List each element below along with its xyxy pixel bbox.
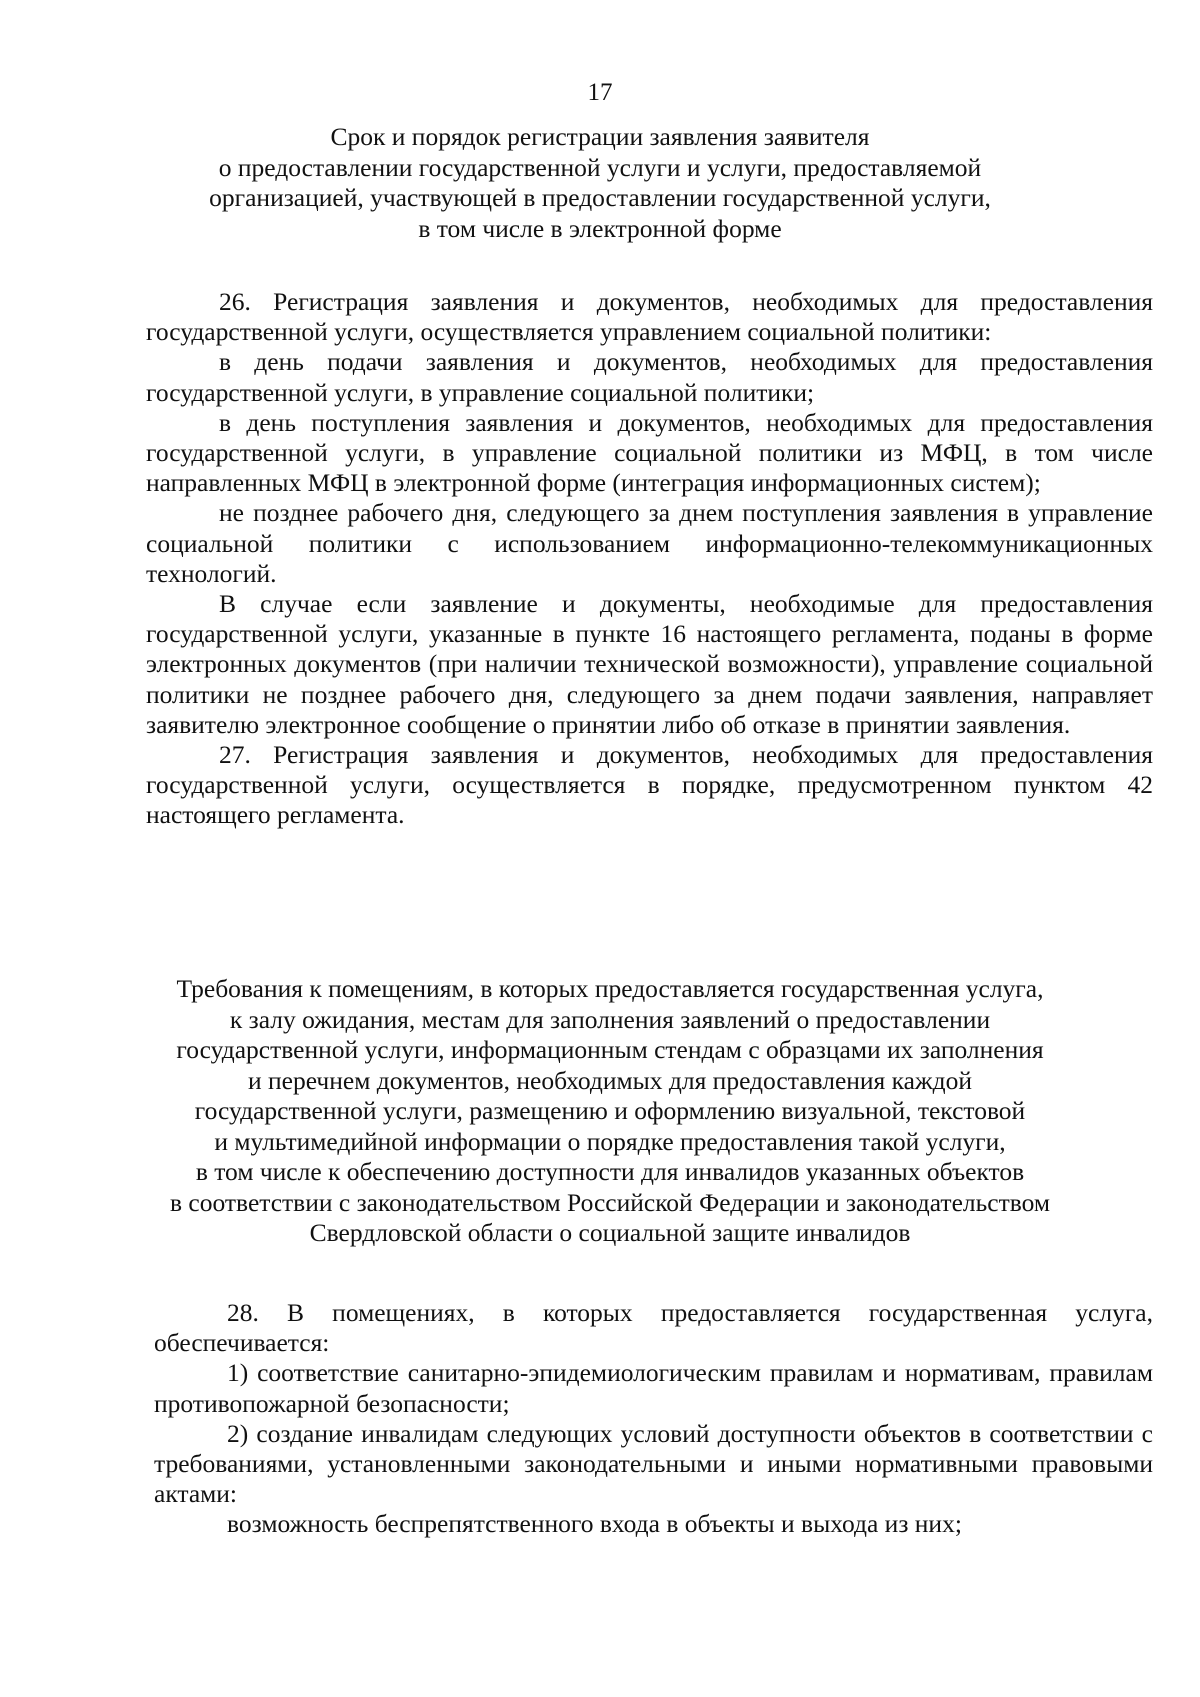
heading-line: к залу ожидания, местам для заполнения заявлений о предоставлении — [229, 1004, 991, 1034]
heading-line: о предоставлении государственной услуги и услуги, предоставляемой — [218, 152, 982, 182]
paragraph-26-item-3: не позднее рабочего дня, следующего за днем поступления заявления в управление социальной политики с использованием информационно-телекоммуникационных технологий. — [146, 498, 1153, 588]
heading-line: государственной услуги, размещению и оформлению визуальной, текстовой — [194, 1096, 1026, 1125]
paragraph-26-item-1: в день подачи заявления и документов, необходимых для предоставления государственной услуги, в управление социальной политики; — [146, 347, 1153, 407]
section-body-registration — [146, 287, 1153, 831]
heading-line: в том числе в электронной форме — [418, 213, 782, 243]
section-heading-registration — [150, 122, 1050, 244]
section-body-premises — [154, 1298, 1153, 1540]
heading-line: Свердловской области о социальной защите инвалидов — [309, 1218, 911, 1247]
heading-line: и мультимедийной информации о порядке предоставления такой услуги, — [214, 1126, 1006, 1156]
paragraph-27: 27. Регистрация заявления и документов, необходимых для предоставления государственной услуги, осуществляется в порядке, предусмотренном пунктом 42 настоящего регламента. — [146, 740, 1153, 830]
paragraph-28-item-2: 2) создание инвалидам следующих условий доступности объектов в соответствии с требованиями, установленными законодательными и иными нормативными правовыми актами: — [154, 1418, 1153, 1509]
page-number: 17 — [587, 79, 613, 106]
paragraph-26-item-2: в день поступления заявления и документов, необходимых для предоставления государственной услуги, в управление социальной политики из МФЦ, в том числе направленных МФЦ в электронной форме (интеграция информационных систем); — [146, 407, 1153, 498]
paragraph-28-item-2-sub: возможность беспрепятственного входа в объекты и выхода из них; — [227, 1509, 962, 1539]
paragraph-28-item-1: 1) соответствие санитарно-эпидемиологическим правилам и нормативам, правилам противопожарной безопасности; — [154, 1358, 1153, 1418]
heading-line: Срок и порядок регистрации заявления заявителя — [330, 122, 870, 151]
section-heading-premises — [140, 974, 1080, 1249]
heading-line: и перечнем документов, необходимых для предоставления каждой — [248, 1065, 972, 1095]
paragraph-26-electronic: В случае если заявление и документы, необходимые для предоставления государственной услуги, указанные в пункте 16 настоящего регламента, поданы в форме электронных документов (при наличии технической возможности), управление социальной политики не позднее рабочего дня, следующего за днем подачи заявления, направляет заявителю электронное сообщение о принятии либо об отказе в принятии заявления. — [146, 589, 1153, 739]
heading-line: в соответствии с законодательством Российской Федерации и законодательством — [170, 1187, 1050, 1217]
heading-line: в том числе к обеспечению доступности для инвалидов указанных объектов — [195, 1157, 1025, 1186]
paragraph-26: 26. Регистрация заявления и документов, необходимых для предоставления государственной услуги, осуществляется управлением социальной политики: — [146, 287, 1153, 347]
heading-line: государственной услуги, информационным стендам с образцами их заполнения — [176, 1035, 1044, 1064]
heading-line: Требования к помещениям, в которых предоставляется государственная услуга, — [176, 974, 1044, 1003]
paragraph-28: 28. В помещениях, в которых предоставляется государственная услуга, обеспечивается: — [154, 1298, 1153, 1358]
heading-line: организацией, участвующей в предоставлении государственной услуги, — [209, 183, 991, 212]
